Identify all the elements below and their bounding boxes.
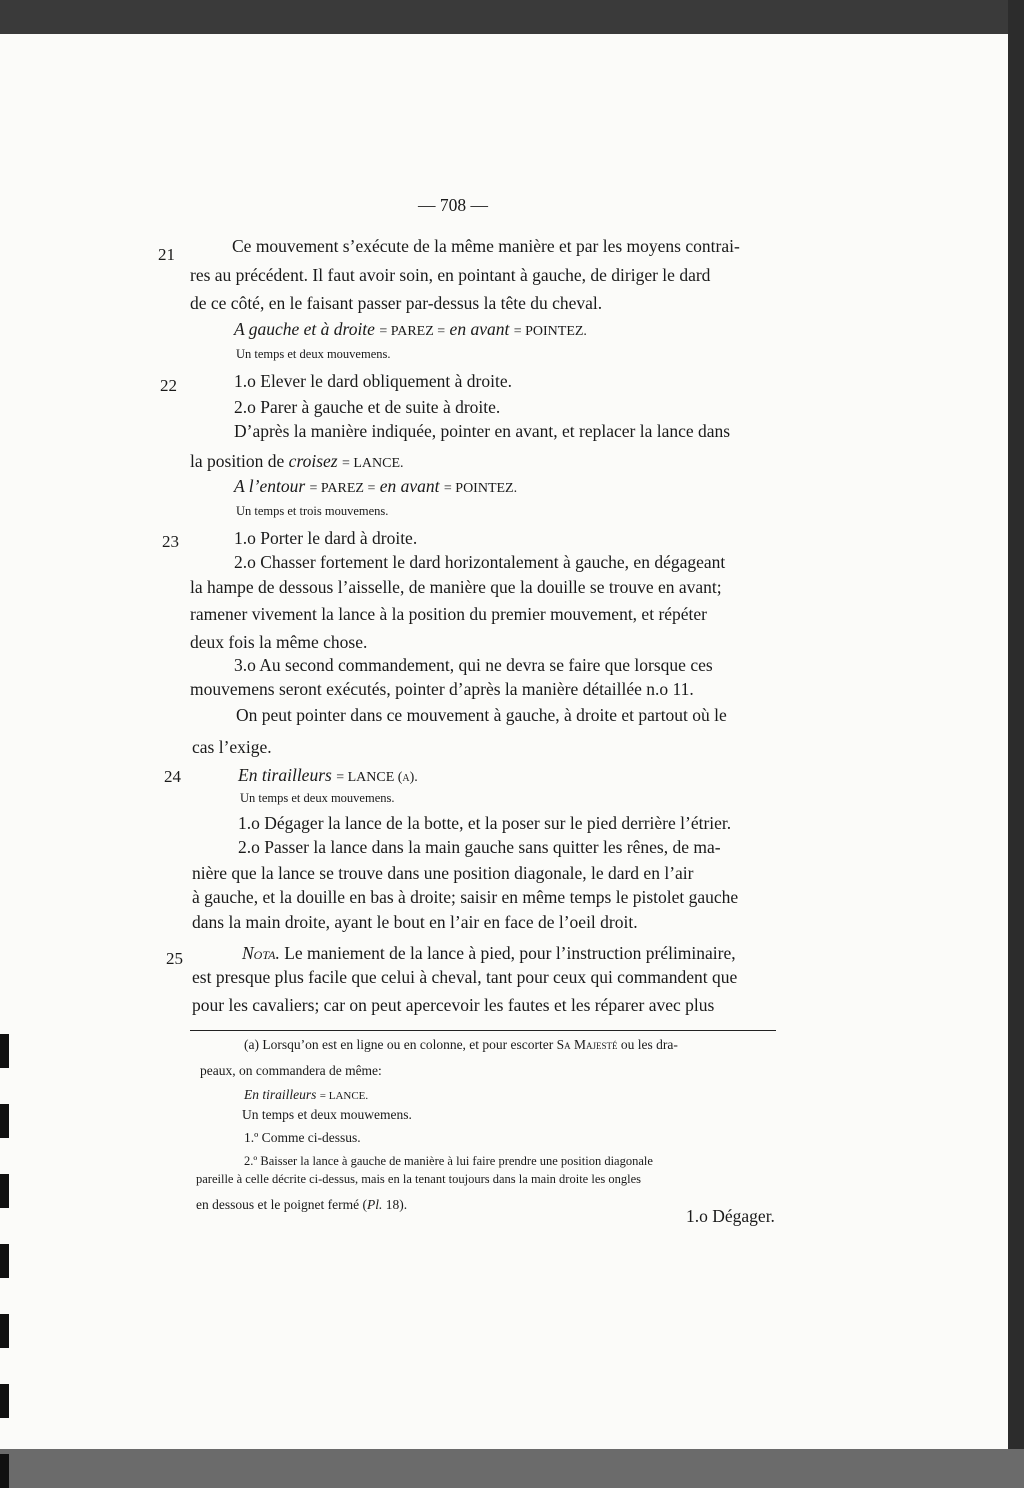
footnote-line [244, 1086, 368, 1105]
footnote-line: peaux, on commandera de même: [200, 1063, 382, 1078]
footnote-line: 2.º Baisser la lance à gauche de manière à lui faire prendre une position diagonale [244, 1154, 653, 1168]
text-line: D’après la manière indiquée, pointer en avant, et replacer la lance dans [234, 421, 731, 441]
text-line: On peut pointer dans ce mouvement à gauche, à droite et partout où le [236, 705, 727, 725]
command-line [234, 318, 587, 343]
text-italic: croisez [288, 451, 338, 471]
footnote-line: pareille à celle décrite ci-dessus, mais en la tenant toujours dans la main droite les ongles [196, 1172, 641, 1186]
text-line: dans la main droite, ayant le bout en l’air en face de l’oeil droit. [192, 912, 638, 932]
command-line [238, 764, 418, 789]
movement-note: Un temps et deux mouvemens. [240, 791, 395, 805]
margin-number: 23 [162, 532, 179, 551]
text-line: 2.o Passer la lance dans la main gauche sans quitter les rênes, de ma- [238, 837, 721, 857]
text-line [242, 942, 736, 964]
footnote-line [196, 1196, 407, 1214]
command-line [234, 475, 517, 500]
command-italic: A gauche et à droite [234, 319, 375, 339]
text-line: res au précédent. Il faut avoir soin, en pointant à gauche, de diriger le dard [190, 265, 711, 285]
text-fragment: la position de [190, 451, 285, 471]
footnote-caps: Sa Majesté [556, 1037, 618, 1052]
text-line: 2.o Chasser fortement le dard horizontalement à gauche, en dégageant [234, 552, 726, 572]
text-line: à gauche, et la douille en bas à droite; saisir en même temps le pistolet gauche [192, 887, 739, 907]
margin-number: 21 [158, 245, 175, 264]
text-line: pour les cavaliers; car on peut apercevoir les fautes et les réparer avec plus [192, 995, 715, 1015]
footnote-italic: En tirailleurs [244, 1087, 317, 1102]
footnote-caps: = LANCE. [319, 1090, 369, 1102]
binding-holes [0, 1034, 10, 1483]
footnote-fragment: 18). [385, 1197, 408, 1212]
command-italic: en avant [379, 476, 440, 496]
command-italic: En tirailleurs [238, 765, 332, 785]
footnote-line [244, 1036, 678, 1054]
footnote-line: 1.º Comme ci-dessus. [244, 1130, 361, 1145]
footnote-line: Un temps et deux mouwemens. [242, 1107, 412, 1122]
movement-note: Un temps et deux mouvemens. [236, 347, 391, 361]
command-caps: = POINTEZ. [513, 324, 587, 339]
text-line: est presque plus facile que celui à cheval, tant pour ceux qui commandent que [192, 967, 738, 987]
text-line: la hampe de dessous l’aisselle, de manière que la douille se trouve en avant; [190, 577, 722, 597]
movement-note: Un temps et trois mouvemens. [236, 504, 389, 518]
text-line: 1.o Porter le dard à droite. [234, 528, 418, 548]
text-line: Ce mouvement s’exécute de la même manière et par les moyens contrai- [232, 236, 740, 256]
text-line: 1.o Dégager la lance de la botte, et la poser sur le pied derrière l’étrier. [238, 813, 732, 833]
text-line [190, 450, 404, 475]
command-caps: = PAREZ = [309, 481, 376, 496]
text-line: 1.o Elever le dard obliquement à droite. [234, 371, 512, 391]
text-line: mouvemens seront exécutés, pointer d’après la manière détaillée n.o 11. [190, 679, 694, 699]
text-line: ramener vivement la lance à la position du premier mouvement, et répéter [190, 604, 708, 624]
command-caps: = LANCE (a). [336, 770, 418, 785]
catchword: 1.o Dégager. [686, 1206, 775, 1226]
command-caps: = POINTEZ. [443, 481, 518, 496]
text-line: 3.o Au second commandement, qui ne devra se faire que lorsque ces [234, 655, 713, 675]
margin-number: 25 [166, 949, 183, 968]
footnote-italic: Pl. [366, 1197, 383, 1212]
footnote-fragment: ou les dra- [620, 1037, 678, 1052]
command-italic: en avant [449, 319, 510, 339]
text-line: 2.o Parer à gauche et de suite à droite. [234, 397, 501, 417]
footnote-fragment: (a) Lorsqu’on est en ligne ou en colonne, et pour escorter [244, 1037, 554, 1052]
footnote-fragment: en dessous et le poignet fermé ( [196, 1197, 367, 1212]
text-line: deux fois la même chose. [190, 632, 368, 652]
text-line: cas l’exige. [192, 737, 272, 757]
text-fragment: Le maniement de la lance à pied, pour l’instruction préliminaire, [284, 943, 736, 963]
footnote-rule [190, 1030, 776, 1031]
command-italic: A l’entour [234, 476, 306, 496]
text-line: de ce côté, en le faisant passer par-dessus la tête du cheval. [190, 293, 603, 313]
margin-number: 24 [164, 767, 181, 786]
page-number: — 708 — [418, 195, 488, 215]
nota-label: Nota. [242, 943, 280, 963]
margin-number: 22 [160, 376, 177, 395]
command-caps: = LANCE. [341, 456, 404, 471]
command-caps: = PAREZ = [379, 324, 446, 339]
text-line: nière que la lance se trouve dans une position diagonale, le dard en l’air [192, 863, 694, 883]
page-edge-shadow [1008, 0, 1024, 1449]
